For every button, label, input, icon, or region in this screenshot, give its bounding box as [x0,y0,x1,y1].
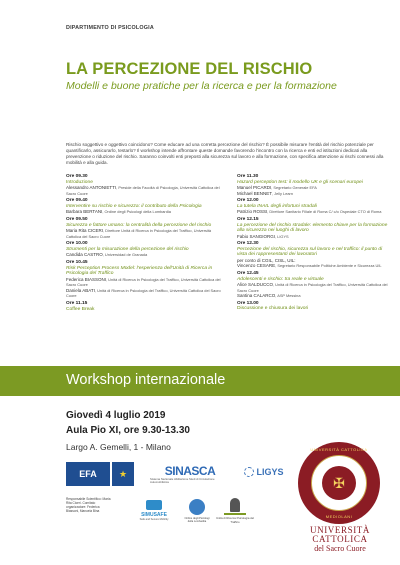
program-talk-title: Coffee Break [66,306,95,312]
sinasca-logo [150,462,230,486]
speaker-affiliation: , ASP Messina [275,293,301,299]
speaker-name: per conto di CGIL, CISL, UIL: [237,257,296,263]
sinasca-subtitle: Sistema Nazionale Abilitazione Studi di Circolazione Automobilistica [150,476,215,484]
program-time: Ore 12.45 [237,270,259,276]
ligys-name: LIGYS [256,467,284,477]
seal-inner-ring [311,455,367,511]
program-time: Ore 11.15 [66,300,88,306]
seal-bottom-text: MEDIOLANI [325,514,353,519]
speaker-name: Daniela ABATI [66,287,95,293]
speaker-name: Barbara BERTANI [66,209,103,215]
program-time: Ore 13.00 [237,300,259,306]
ligys-mark-icon [244,467,254,477]
university-line-3: del Sacro Cuore [314,544,366,553]
workshop-band [0,366,400,396]
program-speaker [66,228,221,239]
speaker-affiliation: , LIGYS [275,233,289,239]
simusafe-name: SIMUSAFE [141,511,167,518]
intro-paragraph: Rischio soggettivo e oggettivo coincidono? Come educare ad una corretta percezione del rischio? È possibile misurare l'entità del rischio potenziale per quantificarlo, assicurarlo, testarlo? Il workshop intende affrontare queste domande favorendo l'incontro con la ricerca e enti ed istituzioni dedicati alla prevenzione o riduzione del rischio. Saranno coinvolti enti preposti alla sicurezza sul lavoro e alla formazione, con specifica attenzione ai rischi connessi alla mobilità e alla guida. [66,142,384,165]
program-talk-title: Strumenti per la misurazione della percezione del rischio [66,246,189,252]
program-left-column [66,174,221,314]
speaker-affiliation: , Segretario Generale EFA [271,185,317,191]
program-entry [66,260,221,299]
traffic-unit-label: Unità di Ricerca Psicologia del Traffico [216,516,254,524]
program-time: Ore 09.40 [66,198,88,204]
efa-logo: EFA [66,462,110,486]
program-talk-title: Introduzione [66,179,93,185]
psychologists-order-logo [182,494,212,528]
workshop-band-text: Workshop internazionale [66,372,226,388]
program-entry [66,174,221,196]
program-time: Ore 09.50 [66,216,88,222]
page-subtitle: Modelli e buone pratiche per la ricerca e per la formazione [66,80,337,92]
program-speaker [66,252,221,258]
program-time: Ore 10.00 [66,241,88,247]
program-talk-title: Percezione del rischio, sicurezza sul lavoro e nel traffico: il punto di vista dei rappresentanti dei lavoratori [237,246,383,258]
program-entry [237,301,392,312]
speaker-affiliation: , Unità di Ricerca in Psicologia del Traffico, Università Cattolica del Sacro Cuore [66,276,221,288]
speaker-affiliation: , Ordine degli Psicologi della Lombardia [102,209,171,215]
speaker-affiliation: , Unità di Ricerca in Psicologia del Traffico, Università Cattolica del Sacro Cuore [237,282,388,293]
program-speaker [66,209,221,215]
program-speaker [237,282,392,293]
program-time: Ore 12.30 [237,241,259,247]
speaker-name: Michael BENNET [237,190,273,196]
speaker-name: Alice SALDUCCO [237,282,274,288]
program-entry [237,198,392,215]
speaker-name: Santina CALARCO [237,293,276,299]
program-entry [66,301,221,312]
program-entry [237,174,392,196]
speaker-affiliation: , Segretario Responsabile Politiche Ambiente e Sicurezza UIL [275,263,382,269]
responsible-note: Responsabile Scientifico: Maria Rita Ciceri. Comitato organizzatore: Federica Biassoni, Manuela Bina [66,497,111,513]
speaker-name: Maria Rita CICERI [66,228,104,234]
program-entry [66,241,221,258]
speaker-name: Patrizio ROSSI [237,209,268,215]
event-date: Giovedì 4 luglio 2019 [66,410,166,421]
speaker-name: Alessandro ANTONIETTI [66,185,117,191]
speaker-affiliation: , Direttore Unità di Ricerca in Psicologia del Traffico, Università Cattolica del Sacro Cuore [66,228,212,239]
program-speaker [66,185,221,196]
speaker-affiliation: , Direttore Sanitario Filiale di Roma C/ c/o Ospedale CTO di Roma [267,209,382,215]
speaker-name: Vincenzo CESARE [237,263,276,269]
simusafe-subtitle: Safe and Secure Mobility [139,517,169,521]
program-right-column [237,174,392,314]
simusafe-icon [146,500,162,510]
program-speaker [66,277,221,288]
program-speaker [237,234,392,240]
seal-top-text: UNIVERSITÀ CATTOLICA [310,447,368,452]
department-label: DIPARTIMENTO DI PSICOLOGIA [66,25,154,31]
program-time: Ore 12.00 [237,198,259,204]
speaker-name: Fabio SANGIORGI [237,233,276,239]
program-talk-title: La tutela INAIL degli infortuni stradali [237,203,317,209]
program-talk-title: Hazard perception test: il modello UK e gli scenari europei [237,179,363,185]
sinasca-name: SINASCA [164,463,216,478]
university-line-2: CATTOLICA [312,534,368,544]
program-talk-title: Interventire su rischio e sicurezza: il contributo della Psicologia [66,203,202,209]
program-time: Ore 09.30 [66,174,88,179]
eu-flag-icon: ★ [112,462,134,486]
program-time: Ore 11.30 [237,174,259,179]
program-speaker [66,288,221,299]
program-talk-title: Sicurezza e fattore umano: la centralità della percezione del rischio [66,222,212,228]
program-speaker [237,209,392,215]
program-speaker [237,191,392,197]
speaker-name: Candida CASTRO [66,252,103,258]
traffic-unit-icon [230,498,240,512]
event-room: Aula Pio XI, ore 9.30-13.30 [66,425,190,436]
speaker-affiliation: , Universidad de Granada [102,252,148,258]
program-talk-title: La percezione del rischio stradale: elemento chiave per la formazione alla sicurezza nei luoghi di lavoro [237,222,388,234]
program-entry [237,241,392,269]
program-talk-title: Adolescenti e rischio: tra reale e virtuale [237,276,324,282]
page-title: LA PERCEZIONE DEL RISCHIO [66,60,313,78]
program-time: Ore 12.15 [237,216,259,222]
university-wordmark [290,526,390,553]
simusafe-logo [132,492,176,528]
traffic-unit-logo [215,494,255,528]
program-entry [237,217,392,239]
program-time: Ore 10.45 [66,259,88,265]
university-line-1: UNIVERSITÀ [310,525,370,535]
program-talk-title: Discussione e chiusura dei lavori [237,306,309,312]
program-speaker [237,263,392,269]
speaker-name: Federica BIASSONI [66,276,107,282]
speaker-name: Manuel PICARDI [237,185,272,191]
program-entry [66,217,221,239]
psychologists-order-icon [189,499,205,515]
program-entry [66,198,221,215]
ligys-logo [242,460,286,484]
seal-core: ✠ [322,466,356,500]
speaker-affiliation: , Jelly Learn [272,190,293,196]
event-address: Largo A. Gemelli, 1 - Milano [66,442,171,452]
psychologists-order-label: Ordine degli Psicologi della Lombardia [184,517,210,523]
program-entry [237,271,392,299]
speaker-affiliation: , Preside della Facoltà di Psicologia, Università Cattolica del Sacro Cuore [66,185,220,196]
university-seal-icon [298,442,380,524]
speaker-affiliation: , Unità di Ricerca in Psicologia del Traffico, Università Cattolica del Sacro Cuore [66,287,221,299]
traffic-unit-line [224,513,246,515]
program-speaker [237,293,392,299]
program-talk-title: Risk Perception Process Model: l'esperienza dell'Unità di Ricerca in Psicologia del Traffico [66,265,213,277]
